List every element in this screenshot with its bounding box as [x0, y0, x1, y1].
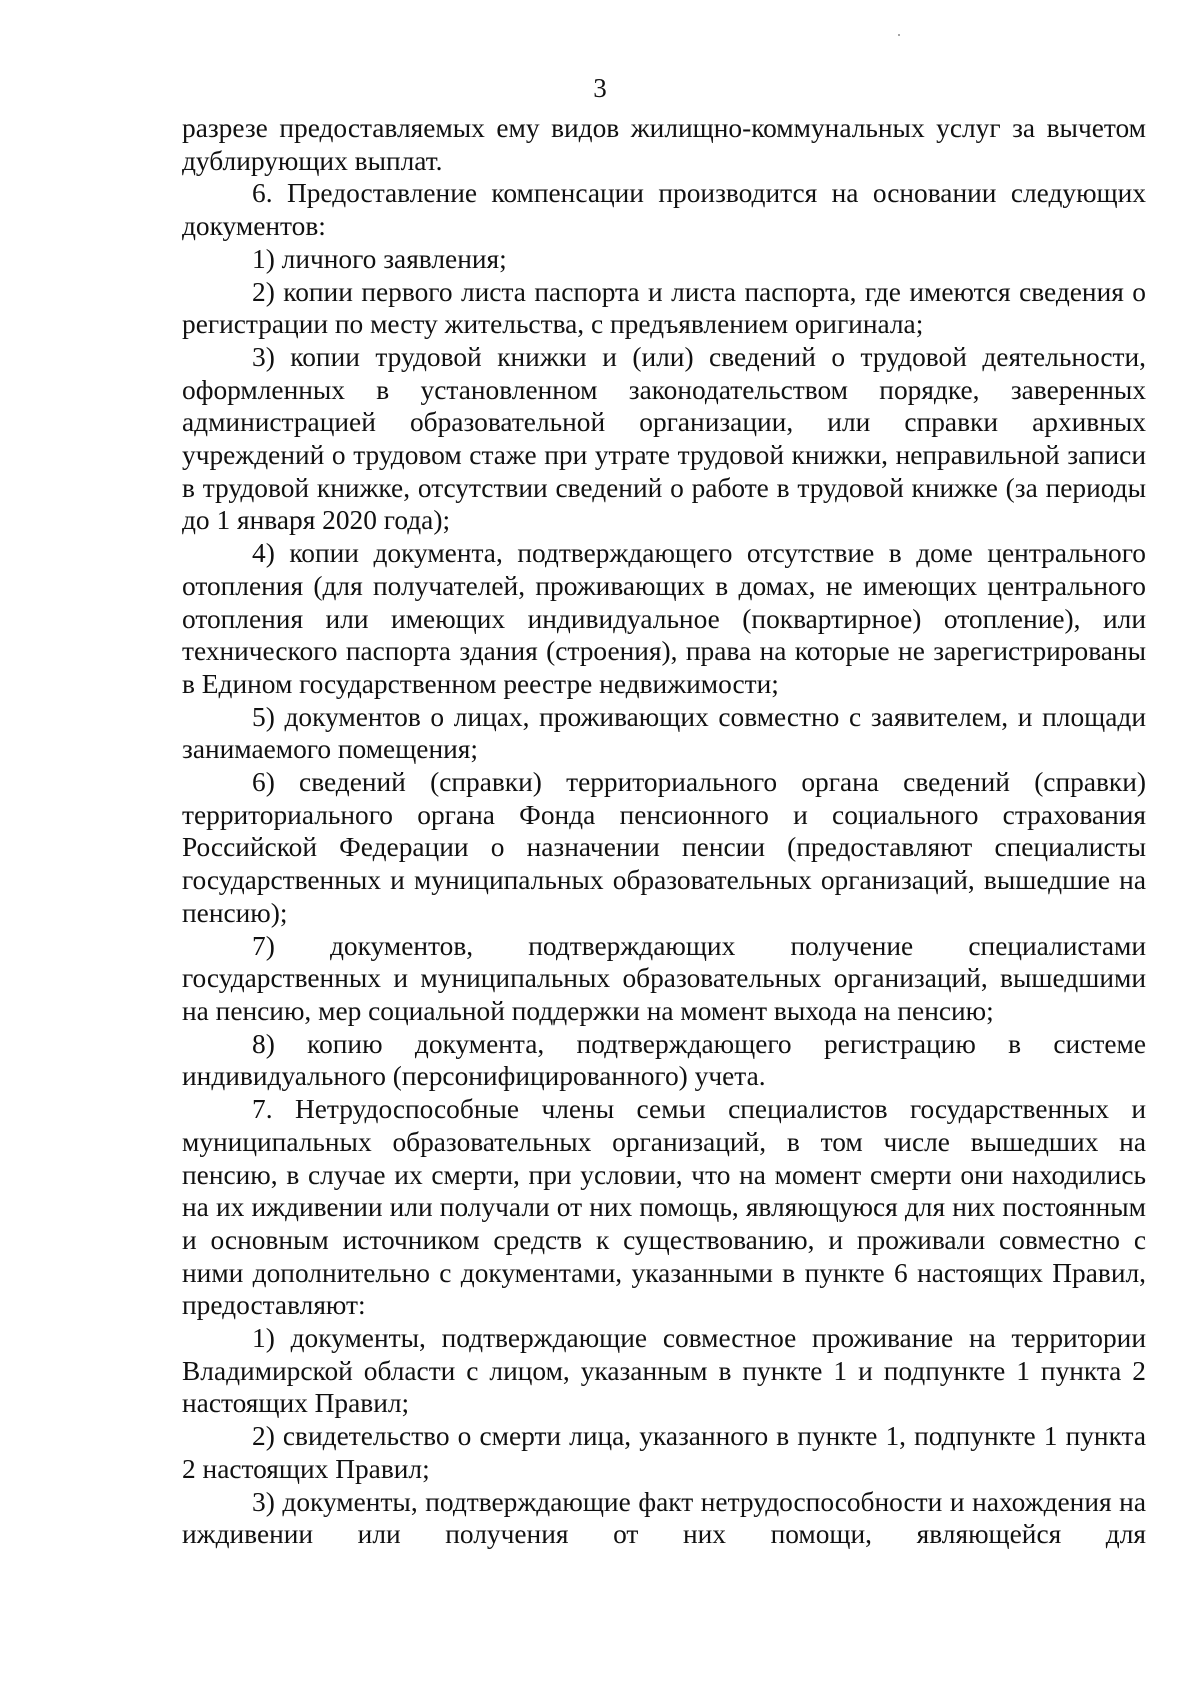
- paragraph: разрезе предоставляемых ему видов жилищно-коммунальных услуг за вычетом дублирующих выплат.: [182, 113, 1146, 176]
- paragraph: 6. Предоставление компенсации производится на основании следующих документов:: [182, 178, 1146, 242]
- paragraph: 2) свидетельство о смерти лица, указанного в пункте 1, подпункте 1 пункта 2 настоящих Правил;: [182, 1421, 1146, 1484]
- paragraph: 3) документы, подтверждающие факт нетрудоспособности и нахождения на иждивении или получения от них помощи, являющейся для: [182, 1486, 1146, 1550]
- paragraph: 4) копии документа, подтверждающего отсутствие в доме центрального отопления (для получателей, проживающих в домах, не имеющих центрального отопления или имеющих индивидуальное (поквартирное) отопление), или технического паспорта здания (строения), права на которые не зарегистрированы в Едином государственном реестре недвижимости;: [182, 538, 1146, 699]
- paragraph: 7. Нетрудоспособные члены семьи специалистов государственных и муниципальных образовательных организаций, в том числе вышедших на пенсию, в случае их смерти, при условии, что на момент смерти они находились на их иждивении или получали от них помощь, являющуюся для них постоянным и основным источником средств к существованию, и проживали совместно с ними дополнительно с документами, указанными в пункте 6 настоящих Правил, предоставляют:: [182, 1094, 1146, 1321]
- paragraph: 2) копии первого листа паспорта и листа паспорта, где имеются сведения о регистрации по месту жительства, с предъявлением оригинала;: [182, 276, 1146, 340]
- paragraph: 1) документы, подтверждающие совместное проживание на территории Владимирской области с лицом, указанным в пункте 1 и подпункте 1 пункта 2 настоящих Правил;: [182, 1323, 1146, 1419]
- paragraph: 3) копии трудовой книжки и (или) сведений о трудовой деятельности, оформленных в установленном законодательством порядке, заверенных администрацией образовательной организации, или справки архивных учреждений о трудовом стаже при утрате трудовой книжки, неправильной записи в трудовой книжке, отсутствии сведений о работе в трудовой книжке (за периоды до 1 января 2020 года);: [182, 341, 1146, 536]
- document-body: [182, 112, 1146, 1551]
- paragraph: 5) документов о лицах, проживающих совместно с заявителем, и площади занимаемого помещения;: [182, 701, 1146, 765]
- paragraph: 6) сведений (справки) территориального органа сведений (справки) территориального органа Фонда пенсионного и социального страхования Российской Федерации о назначении пенсии (предоставляют специалисты государственных и муниципальных образовательных организаций, вышедшие на пенсию);: [182, 767, 1146, 928]
- paragraph: 8) копию документа, подтверждающего регистрацию в системе индивидуального (персонифицированного) учета.: [182, 1028, 1146, 1092]
- paragraph: 7) документов, подтверждающих получение специалистами государственных и муниципальных образовательных организаций, вышедшими на пенсию, мер социальной поддержки на момент выхода на пенсию;: [182, 930, 1146, 1026]
- scan-speck: [898, 34, 900, 36]
- page-number: 3: [593, 73, 607, 103]
- paragraph: 1) личного заявления;: [252, 243, 507, 274]
